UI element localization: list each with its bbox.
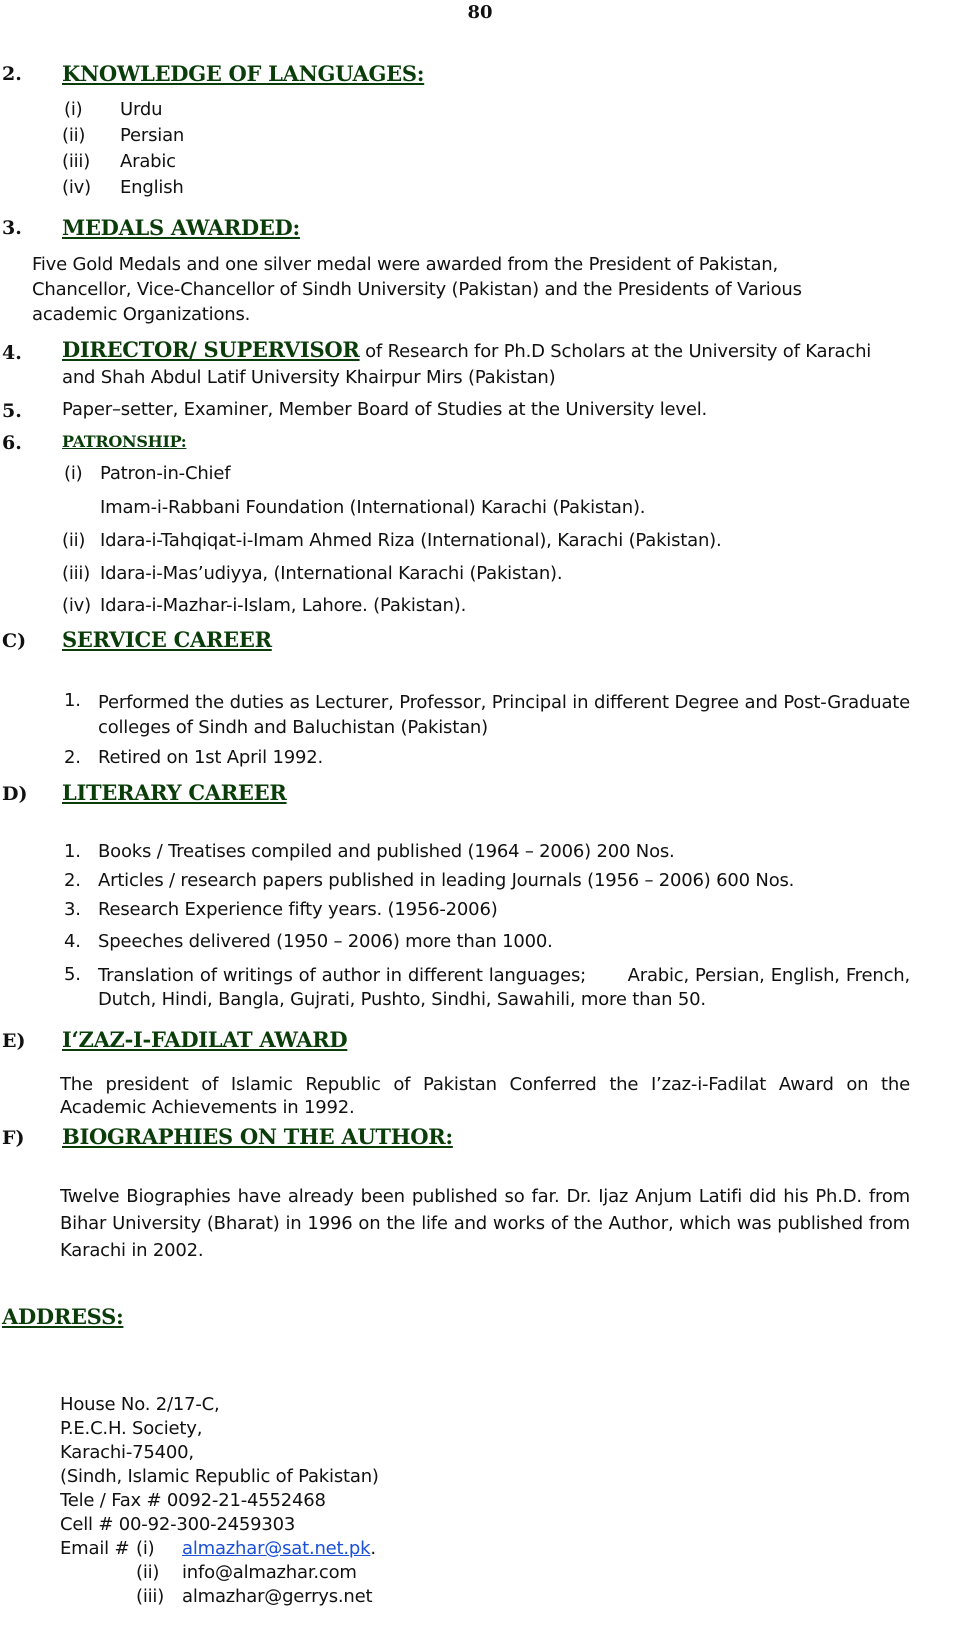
list-item: Idara-i-Mas’udiyya, (International Karachi (Pakistan). bbox=[100, 563, 563, 584]
director-line bbox=[62, 337, 871, 362]
address-line: Karachi-75400, bbox=[60, 1442, 194, 1463]
list-item: Translation of writings of author in different languages; Arabic, Persian, English, French, Dutch, Hindi, Bangla, Gujrati, Pushto, Sindhi, Sawahili, more than 50. bbox=[98, 965, 910, 1010]
section-number: F) bbox=[2, 1127, 25, 1149]
section-heading-director: DIRECTOR/ SUPERVISOR bbox=[62, 337, 360, 362]
list-item: Performed the duties as Lecturer, Professor, Principal in different Degree and Post-Graduate colleges of Sindh and Baluchistan (Pakistan) bbox=[98, 692, 910, 738]
list-item: Research Experience fifty years. (1956-2006) bbox=[98, 899, 498, 920]
email-label: Email # bbox=[60, 1538, 130, 1559]
list-item: Persian bbox=[120, 125, 185, 146]
director-text-line2: and Shah Abdul Latif University Khairpur Mirs (Pakistan) bbox=[62, 367, 556, 388]
page-number: 80 bbox=[467, 2, 493, 23]
list-marker: (i) bbox=[64, 463, 83, 484]
section-number: D) bbox=[2, 783, 28, 805]
email-text: info@almazhar.com bbox=[182, 1562, 357, 1583]
section-number: E) bbox=[2, 1030, 26, 1052]
list-marker: 2. bbox=[64, 870, 81, 891]
email-marker: (ii) bbox=[136, 1562, 160, 1583]
list-item: Arabic bbox=[120, 151, 176, 172]
section-heading-literary: LITERARY CAREER bbox=[62, 780, 287, 805]
email-entry bbox=[182, 1538, 376, 1559]
director-text: of Research for Ph.D Scholars at the University of Karachi bbox=[359, 341, 872, 362]
section-heading-service: SERVICE CAREER bbox=[62, 627, 272, 652]
list-marker: 1. bbox=[64, 841, 81, 862]
list-marker: 5. bbox=[64, 964, 81, 985]
medals-paragraph: Five Gold Medals and one silver medal were awarded from the President of Pakistan, Chancellor, Vice-Chancellor of Sindh University (Pakistan) and the Presidents of Various academic Organizations. bbox=[32, 254, 802, 325]
section-number: 5. bbox=[2, 400, 22, 422]
list-marker: (iv) bbox=[62, 177, 91, 198]
izaz-paragraph: The president of Islamic Republic of Pakistan Conferred the I’zaz-i-Fadilat Award on the Academic Achievements in 1992. bbox=[60, 1074, 910, 1118]
phone-line: Tele / Fax # 0092-21-4552468 bbox=[60, 1490, 326, 1511]
section-heading-patronship: PATRONSHIP: bbox=[62, 432, 187, 451]
paper-setter-text: Paper–setter, Examiner, Member Board of Studies at the University level. bbox=[62, 399, 708, 420]
section-number: 2. bbox=[2, 63, 22, 85]
list-marker: (ii) bbox=[62, 530, 86, 551]
section-heading-izaz: I‘ZAZ-I-FADILAT AWARD bbox=[62, 1027, 348, 1052]
email-marker: (iii) bbox=[136, 1586, 165, 1607]
list-item: Patron-in-Chief bbox=[100, 463, 231, 484]
list-marker: 3. bbox=[64, 899, 81, 920]
section-number: 4. bbox=[2, 342, 22, 364]
cell-line: Cell # 00-92-300-2459303 bbox=[60, 1514, 296, 1535]
list-item: Retired on 1st April 1992. bbox=[98, 747, 324, 768]
section-number: 3. bbox=[2, 217, 22, 239]
list-marker: 4. bbox=[64, 931, 81, 952]
list-marker: (i) bbox=[64, 99, 83, 120]
list-marker: (ii) bbox=[62, 125, 86, 146]
email-marker: (i) bbox=[136, 1538, 155, 1559]
list-item: Idara-i-Tahqiqat-i-Imam Ahmed Riza (International), Karachi (Pakistan). bbox=[100, 530, 722, 551]
list-marker: 2. bbox=[64, 747, 81, 768]
address-line: (Sindh, Islamic Republic of Pakistan) bbox=[60, 1466, 379, 1487]
list-item: Idara-i-Mazhar-i-Islam, Lahore. (Pakistan). bbox=[100, 595, 467, 616]
list-item: Imam-i-Rabbani Foundation (International) Karachi (Pakistan). bbox=[100, 497, 646, 518]
list-item: Books / Treatises compiled and published (1964 – 2006) 200 Nos. bbox=[98, 841, 675, 862]
section-heading-biographies: BIOGRAPHIES ON THE AUTHOR: bbox=[62, 1124, 453, 1149]
section-heading-languages: KNOWLEDGE OF LANGUAGES: bbox=[62, 61, 425, 86]
list-item: Articles / research papers published in leading Journals (1956 – 2006) 600 Nos. bbox=[98, 870, 795, 891]
section-number: C) bbox=[2, 630, 27, 652]
section-heading-medals: MEDALS AWARDED: bbox=[62, 215, 300, 240]
section-number: 6. bbox=[2, 432, 22, 454]
email-suffix: . bbox=[370, 1538, 376, 1559]
list-marker: 1. bbox=[64, 690, 81, 711]
list-item: Speeches delivered (1950 – 2006) more than 1000. bbox=[98, 931, 553, 952]
address-line: House No. 2/17-C, bbox=[60, 1394, 220, 1415]
biographies-paragraph: Twelve Biographies have already been published so far. Dr. Ijaz Anjum Latifi did his Ph.D. from Bihar University (Bharat) in 1996 on the life and works of the Author, which was published from Karachi in 2002. bbox=[60, 1186, 910, 1261]
list-item: English bbox=[120, 177, 184, 198]
list-item: Urdu bbox=[120, 99, 163, 120]
email-text: almazhar@gerrys.net bbox=[182, 1586, 373, 1607]
list-marker: (iii) bbox=[62, 563, 91, 584]
email-link[interactable]: almazhar@sat.net.pk bbox=[182, 1538, 371, 1559]
list-marker: (iii) bbox=[62, 151, 91, 172]
section-heading-address: ADDRESS: bbox=[2, 1304, 124, 1329]
address-line: P.E.C.H. Society, bbox=[60, 1418, 203, 1439]
list-marker: (iv) bbox=[62, 595, 91, 616]
